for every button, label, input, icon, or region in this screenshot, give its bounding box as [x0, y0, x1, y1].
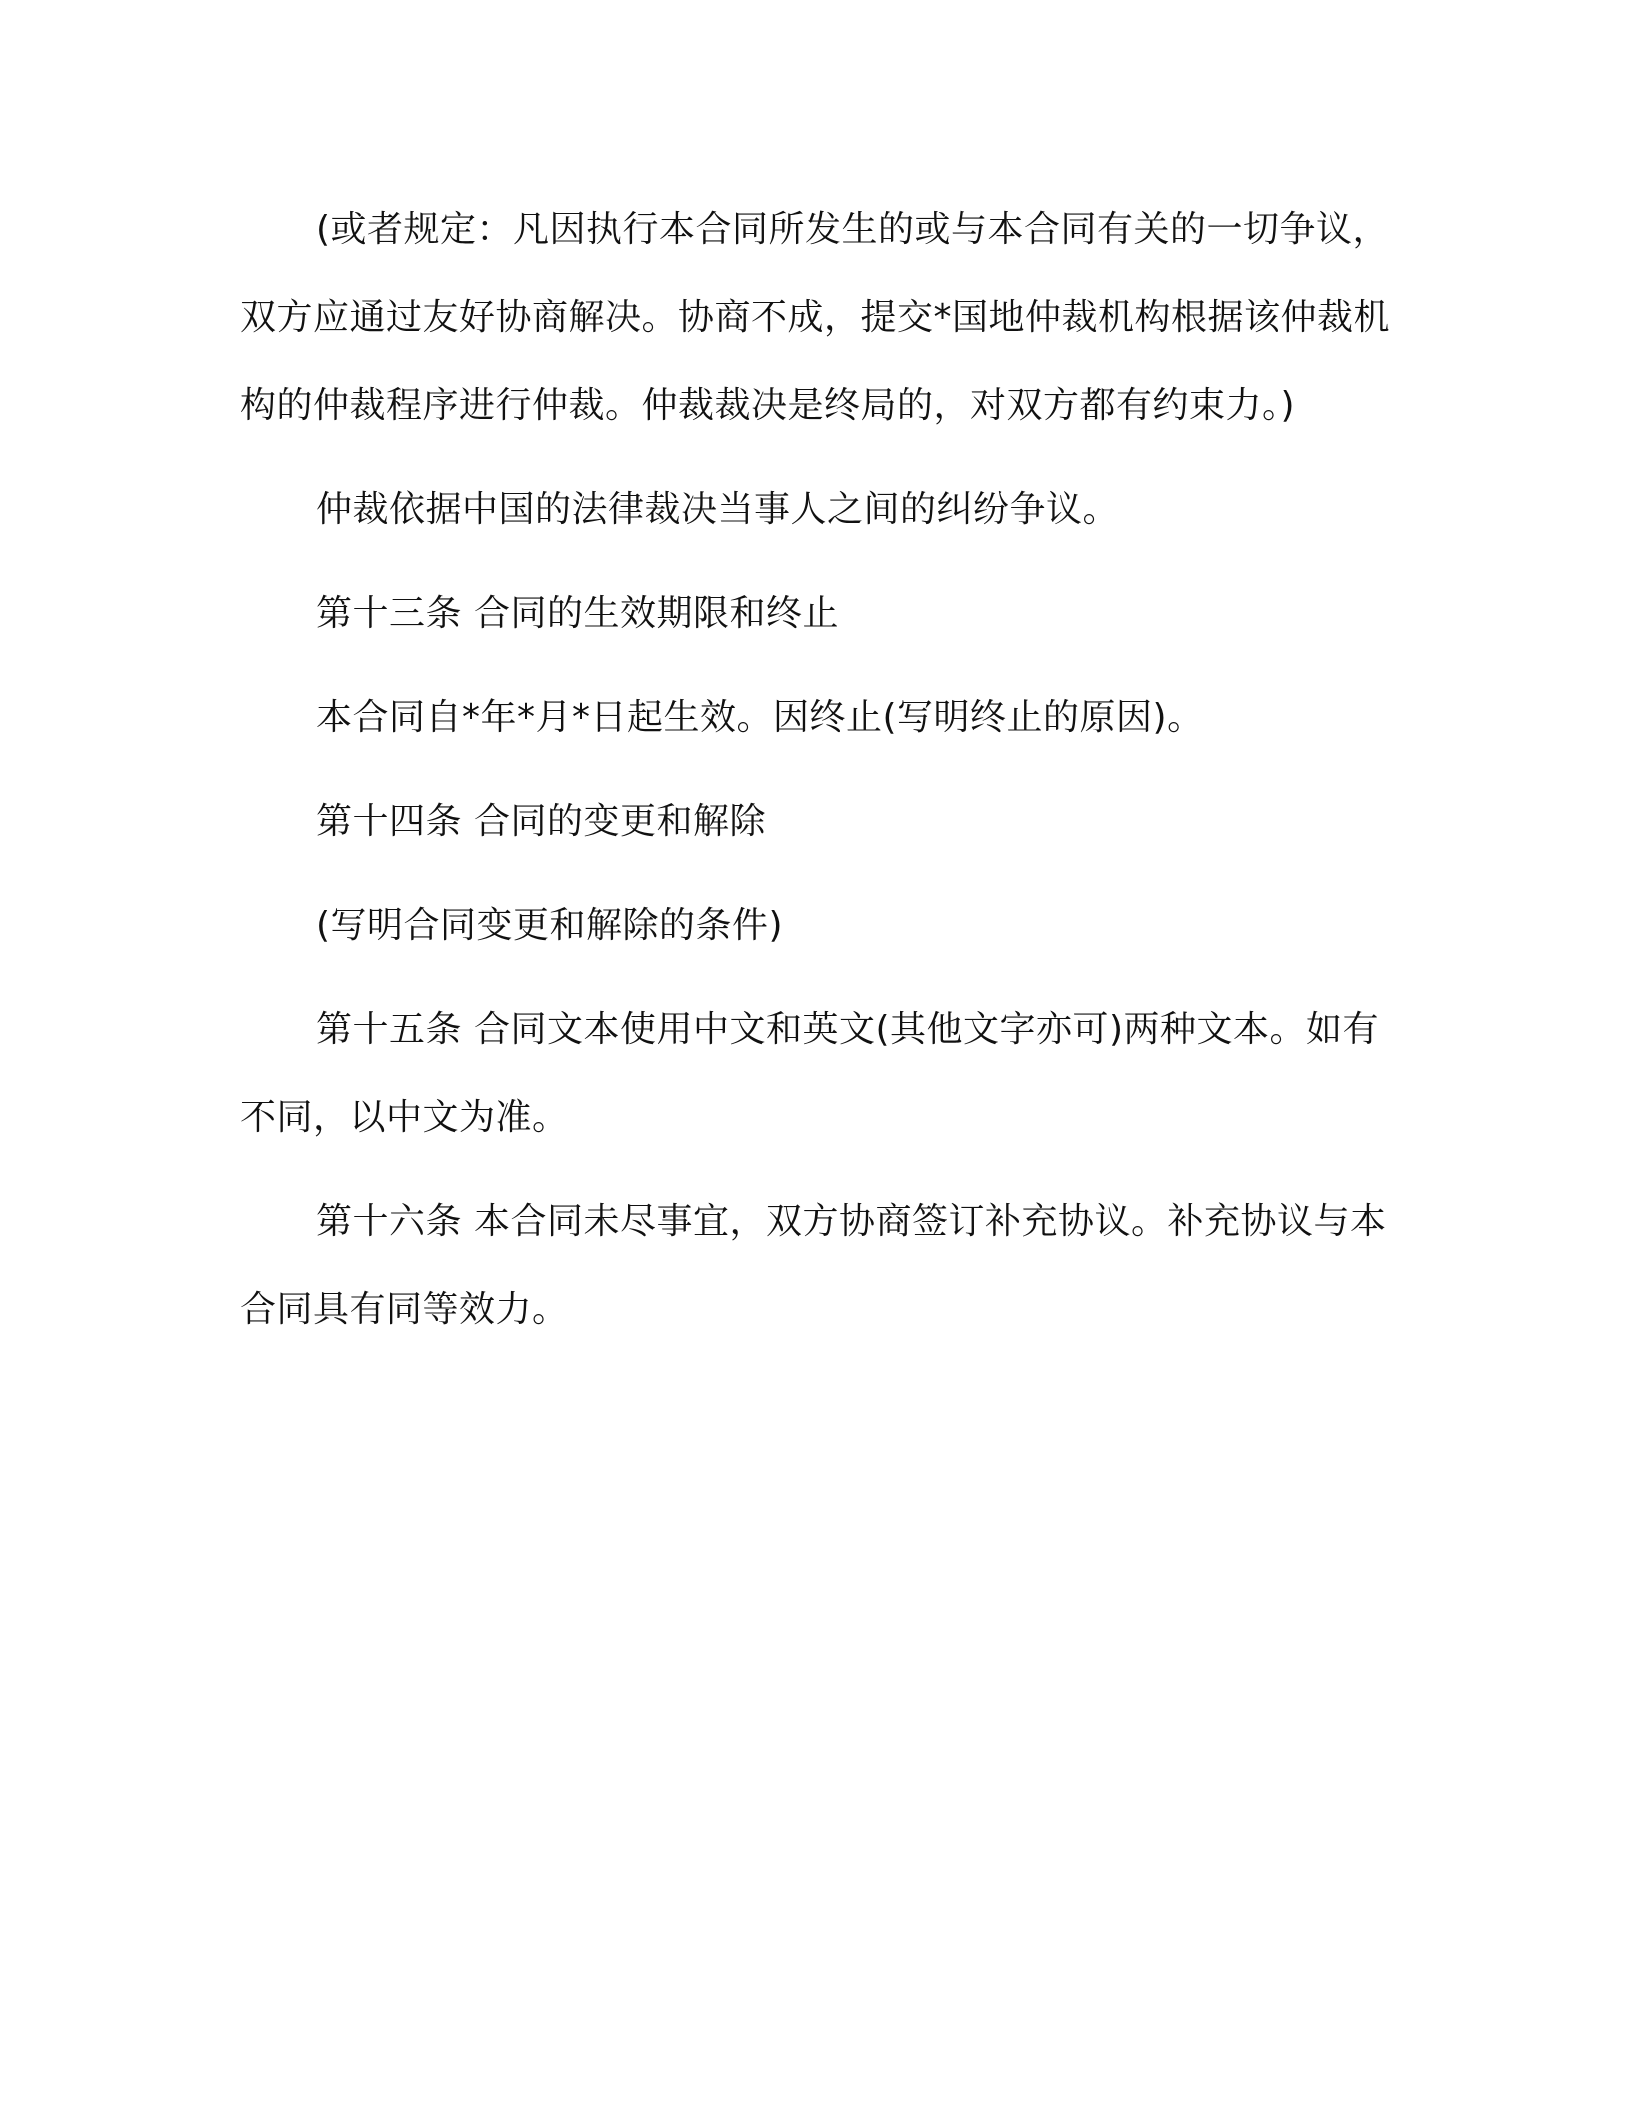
- article-15: 第十五条 合同文本使用中文和英文(其他文字亦可)两种文本。如有不同，以中文为准。: [240, 1009, 1380, 1138]
- paragraph-governing-law: 仲裁依据中国的法律裁决当事人之间的纠纷争议。: [316, 489, 1120, 530]
- article-14-body: (写明合同变更和解除的条件): [316, 905, 784, 946]
- article-13-heading: 第十三条 合同的生效期限和终止: [316, 593, 839, 634]
- article-14-heading: 第十四条 合同的变更和解除: [316, 801, 766, 842]
- paragraph-arbitration-alternative: (或者规定：凡因执行本合同所发生的或与本合同有关的一切争议，双方应通过友好协商解决。协商不成，提交*国地仲裁机构根据该仲裁机构的仲裁程序进行仲裁。仲裁裁决是终局的，对双方都有约束力。): [240, 209, 1391, 426]
- article-13-body: 本合同自*年*月*日起生效。因终止(写明终止的原因)。: [316, 697, 1204, 738]
- article-16: 第十六条 本合同未尽事宜，双方协商签订补充协议。补充协议与本合同具有同等效力。: [240, 1201, 1387, 1330]
- document-body: [240, 186, 1404, 1370]
